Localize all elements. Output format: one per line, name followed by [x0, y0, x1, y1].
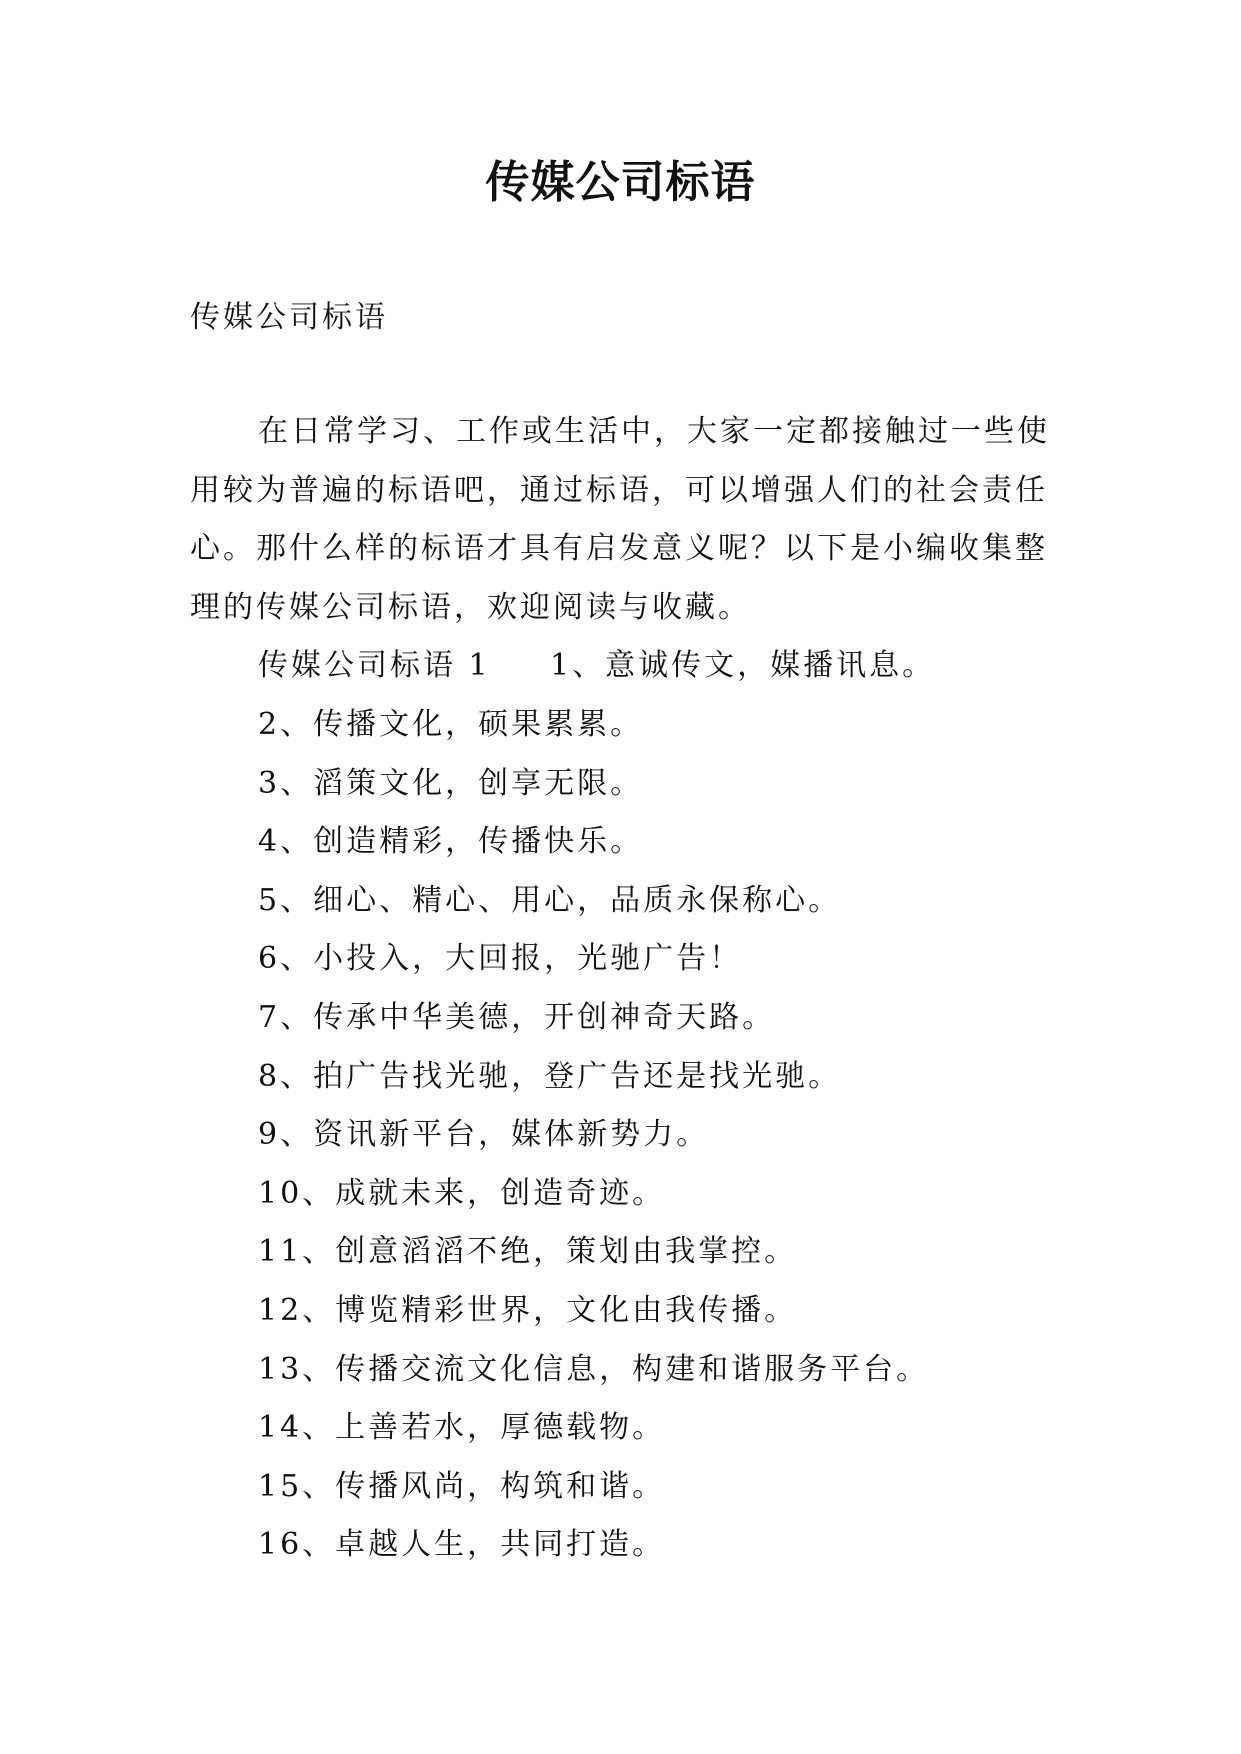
intro-line: 理的传媒公司标语，欢迎阅读与收藏。 [190, 589, 751, 625]
slogan-item: 9、资讯新平台，媒体新势力。 [258, 1117, 710, 1153]
slogan-item: 7、传承中华美德，开创神奇天路。 [258, 999, 776, 1035]
slogan-item: 11、创意滔滔不绝，策划由我掌控。 [258, 1234, 798, 1270]
slogan-item: 8、拍广告找光驰，登广告还是找光驰。 [258, 1058, 842, 1094]
intro-line: 用较为普遍的标语吧，通过标语，可以增强人们的社会责任 [190, 472, 1048, 508]
slogan-item: 1、意诚传文，媒播讯息。 [550, 648, 936, 684]
section-heading-line [190, 637, 1060, 696]
slogan-item: 6、小投入，大回报，光驰广告！ [258, 941, 743, 977]
intro-paragraph [190, 403, 1060, 637]
slogan-item: 5、细心、精心、用心，品质永保称心。 [258, 882, 842, 918]
document-subtitle: 传媒公司标语 [190, 300, 388, 335]
intro-line: 在日常学习、工作或生活中，大家一定都接触过一些使 [258, 414, 1050, 449]
document-body [190, 403, 1060, 1575]
slogan-item: 15、传播风尚，构筑和谐。 [258, 1468, 666, 1504]
intro-line: 心。那什么样的标语才具有启发意义呢？以下是小编收集整 [190, 531, 1048, 567]
slogan-list [190, 637, 1060, 1575]
document-title: 传媒公司标语 [485, 157, 756, 208]
slogan-item: 3、滔策文化，创享无限。 [258, 765, 644, 801]
slogan-item: 10、成就未来，创造奇迹。 [258, 1175, 666, 1211]
slogan-item: 16、卓越人生，共同打造。 [258, 1527, 666, 1563]
slogan-item: 14、上善若水，厚德载物。 [258, 1410, 666, 1446]
slogan-item: 13、传播交流文化信息，构建和谐服务平台。 [258, 1351, 930, 1387]
slogan-item: 4、创造精彩，传播快乐。 [258, 824, 644, 860]
slogan-item: 2、传播文化，硕果累累。 [258, 706, 644, 742]
slogan-item: 12、博览精彩世界，文化由我传播。 [258, 1292, 798, 1328]
section-heading: 传媒公司标语 1 [258, 648, 491, 684]
